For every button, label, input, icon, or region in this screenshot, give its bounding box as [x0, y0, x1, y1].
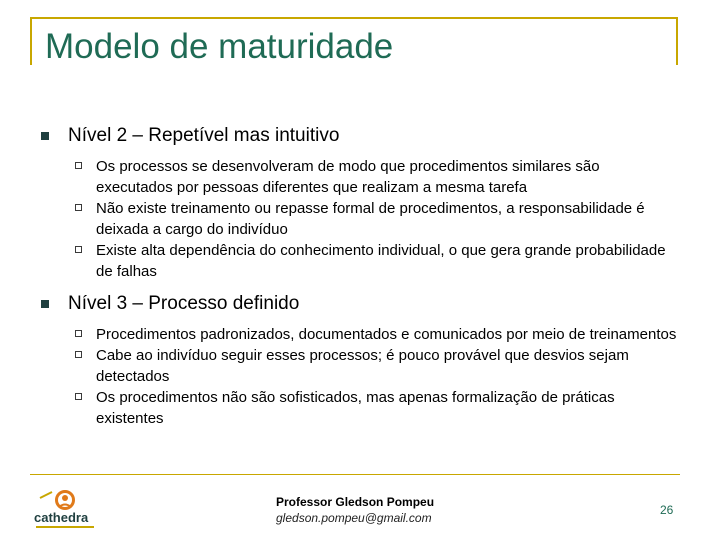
- checkbox-bullet-icon: [75, 204, 82, 211]
- list-item-text: Existe alta dependência do conhecimento individual, o que gera grande probabilidade de falhas: [96, 242, 666, 280]
- checkbox-bullet-icon: [75, 393, 82, 400]
- page-number: 26: [660, 503, 674, 517]
- list-item: [40, 387, 680, 429]
- square-bullet-icon: [41, 132, 49, 140]
- slide-content: [40, 124, 680, 439]
- presenter-name: Professor Gledson Pompeu: [276, 495, 435, 509]
- logo-wordmark: cathedra: [34, 510, 89, 525]
- section-heading-text: Nível 2 – Repetível mas intuitivo: [68, 125, 340, 146]
- checkbox-bullet-icon: [75, 246, 82, 253]
- title-frame-left: [30, 17, 32, 65]
- section-heading-nivel-2: [40, 124, 680, 148]
- list-item: [40, 156, 680, 198]
- list-item: [40, 324, 680, 345]
- list-item-text: Não existe treinamento ou repasse formal de procedimentos, a responsabilidade é deixada a cargo do indivíduo: [96, 200, 645, 238]
- footer-divider: [30, 474, 680, 475]
- cathedra-logo: [32, 488, 102, 532]
- slide-title: Modelo de maturidade: [45, 27, 394, 66]
- section-items-nivel-2: [40, 156, 680, 282]
- square-bullet-icon: [41, 300, 49, 308]
- section-items-nivel-3: [40, 324, 680, 429]
- title-frame-top: [30, 17, 678, 19]
- presenter-email: gledson.pompeu@gmail.com: [276, 511, 432, 525]
- list-item-text: Os processos se desenvolveram de modo que procedimentos similares são executados por pessoas diferentes que realizam a mesma tarefa: [96, 158, 600, 196]
- list-item: [40, 198, 680, 240]
- list-item-text: Procedimentos padronizados, documentados e comunicados por meio de treinamentos: [96, 326, 677, 343]
- checkbox-bullet-icon: [75, 330, 82, 337]
- list-item-text: Cabe ao indivíduo seguir esses processos; é pouco provável que desvios sejam detectados: [96, 347, 629, 385]
- section-heading-text: Nível 3 – Processo definido: [68, 293, 300, 314]
- list-item: [40, 240, 680, 282]
- checkbox-bullet-icon: [75, 351, 82, 358]
- checkbox-bullet-icon: [75, 162, 82, 169]
- list-item-text: Os procedimentos não são sofisticados, mas apenas formalização de práticas existentes: [96, 389, 615, 427]
- title-frame-right: [676, 17, 678, 65]
- list-item: [40, 345, 680, 387]
- section-heading-nivel-3: [40, 292, 680, 316]
- footer-presenter: [276, 494, 476, 526]
